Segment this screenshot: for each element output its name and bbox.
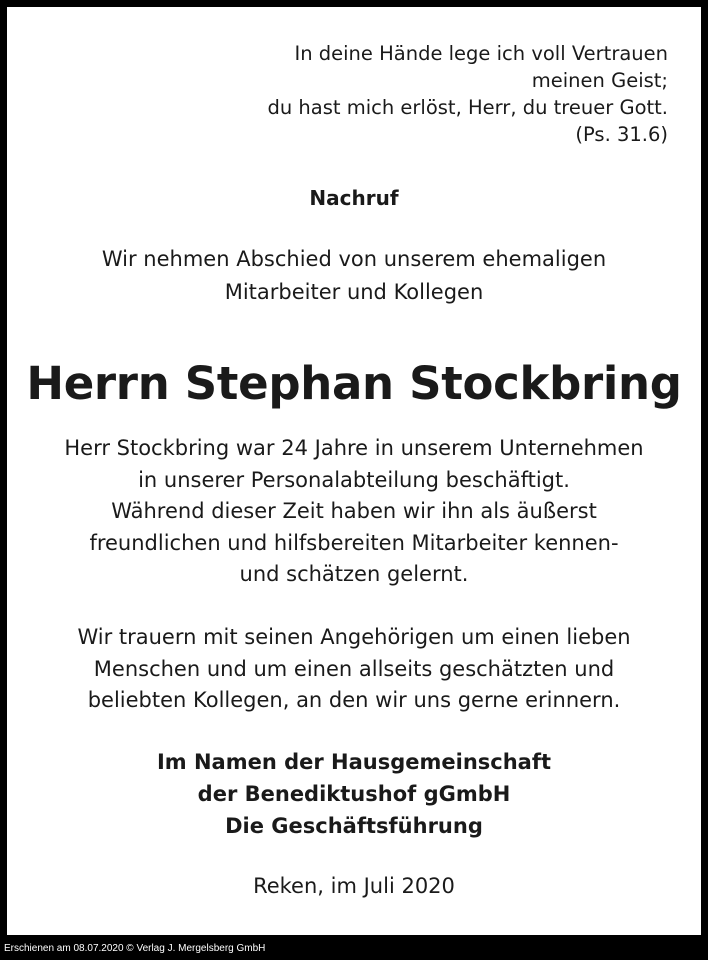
signature-line: der Benediktushof gGmbH [197, 782, 511, 806]
signature-line: Die Geschäftsführung [225, 814, 483, 838]
tribute-line: Während dieser Zeit haben wir ihn als äußerst [111, 499, 597, 523]
mourning-line: Menschen und um einen allseits geschätzten und [93, 656, 615, 681]
psalm-line: meinen Geist; [531, 69, 668, 92]
deceased-name: Herrn Stephan Stockbring [26, 357, 682, 410]
publication-footer: Erschienen am 08.07.2020 © Verlag J. Mergelsberg GmbH [4, 943, 266, 954]
psalm-line: du hast mich erlöst, Herr, du treuer Gott. [267, 96, 668, 119]
mourning-line: beliebten Kollegen, an den wir uns gerne erinnern. [87, 688, 621, 712]
tribute-line: Herr Stockbring war 24 Jahre in unserem Unternehmen [64, 436, 644, 460]
psalm-reference: (Ps. 31.6) [575, 123, 668, 146]
psalm-quote [267, 40, 668, 148]
psalm-line: In deine Hände lege ich voll Vertrauen [294, 42, 668, 65]
signature-block [7, 746, 701, 842]
obituary-notice [7, 7, 701, 935]
intro-text [7, 243, 701, 309]
place-date: Reken, im Juli 2020 [253, 874, 455, 898]
mourning-paragraph [7, 622, 701, 717]
intro-line: Mitarbeiter und Kollegen [224, 280, 484, 304]
intro-line: Wir nehmen Abschied von unserem ehemaligen [101, 247, 607, 271]
tribute-line: freundlichen und hilfsbereiten Mitarbeiter kennen- [89, 530, 619, 555]
tribute-line: und schätzen gelernt. [239, 562, 469, 586]
notice-heading: Nachruf [309, 186, 399, 210]
tribute-line: in unserer Personalabteilung beschäftigt. [138, 467, 570, 492]
tribute-paragraph [7, 433, 701, 591]
signature-line: Im Namen der Hausgemeinschaft [156, 750, 552, 774]
mourning-line: Wir trauern mit seinen Angehörigen um einen lieben [77, 625, 631, 649]
